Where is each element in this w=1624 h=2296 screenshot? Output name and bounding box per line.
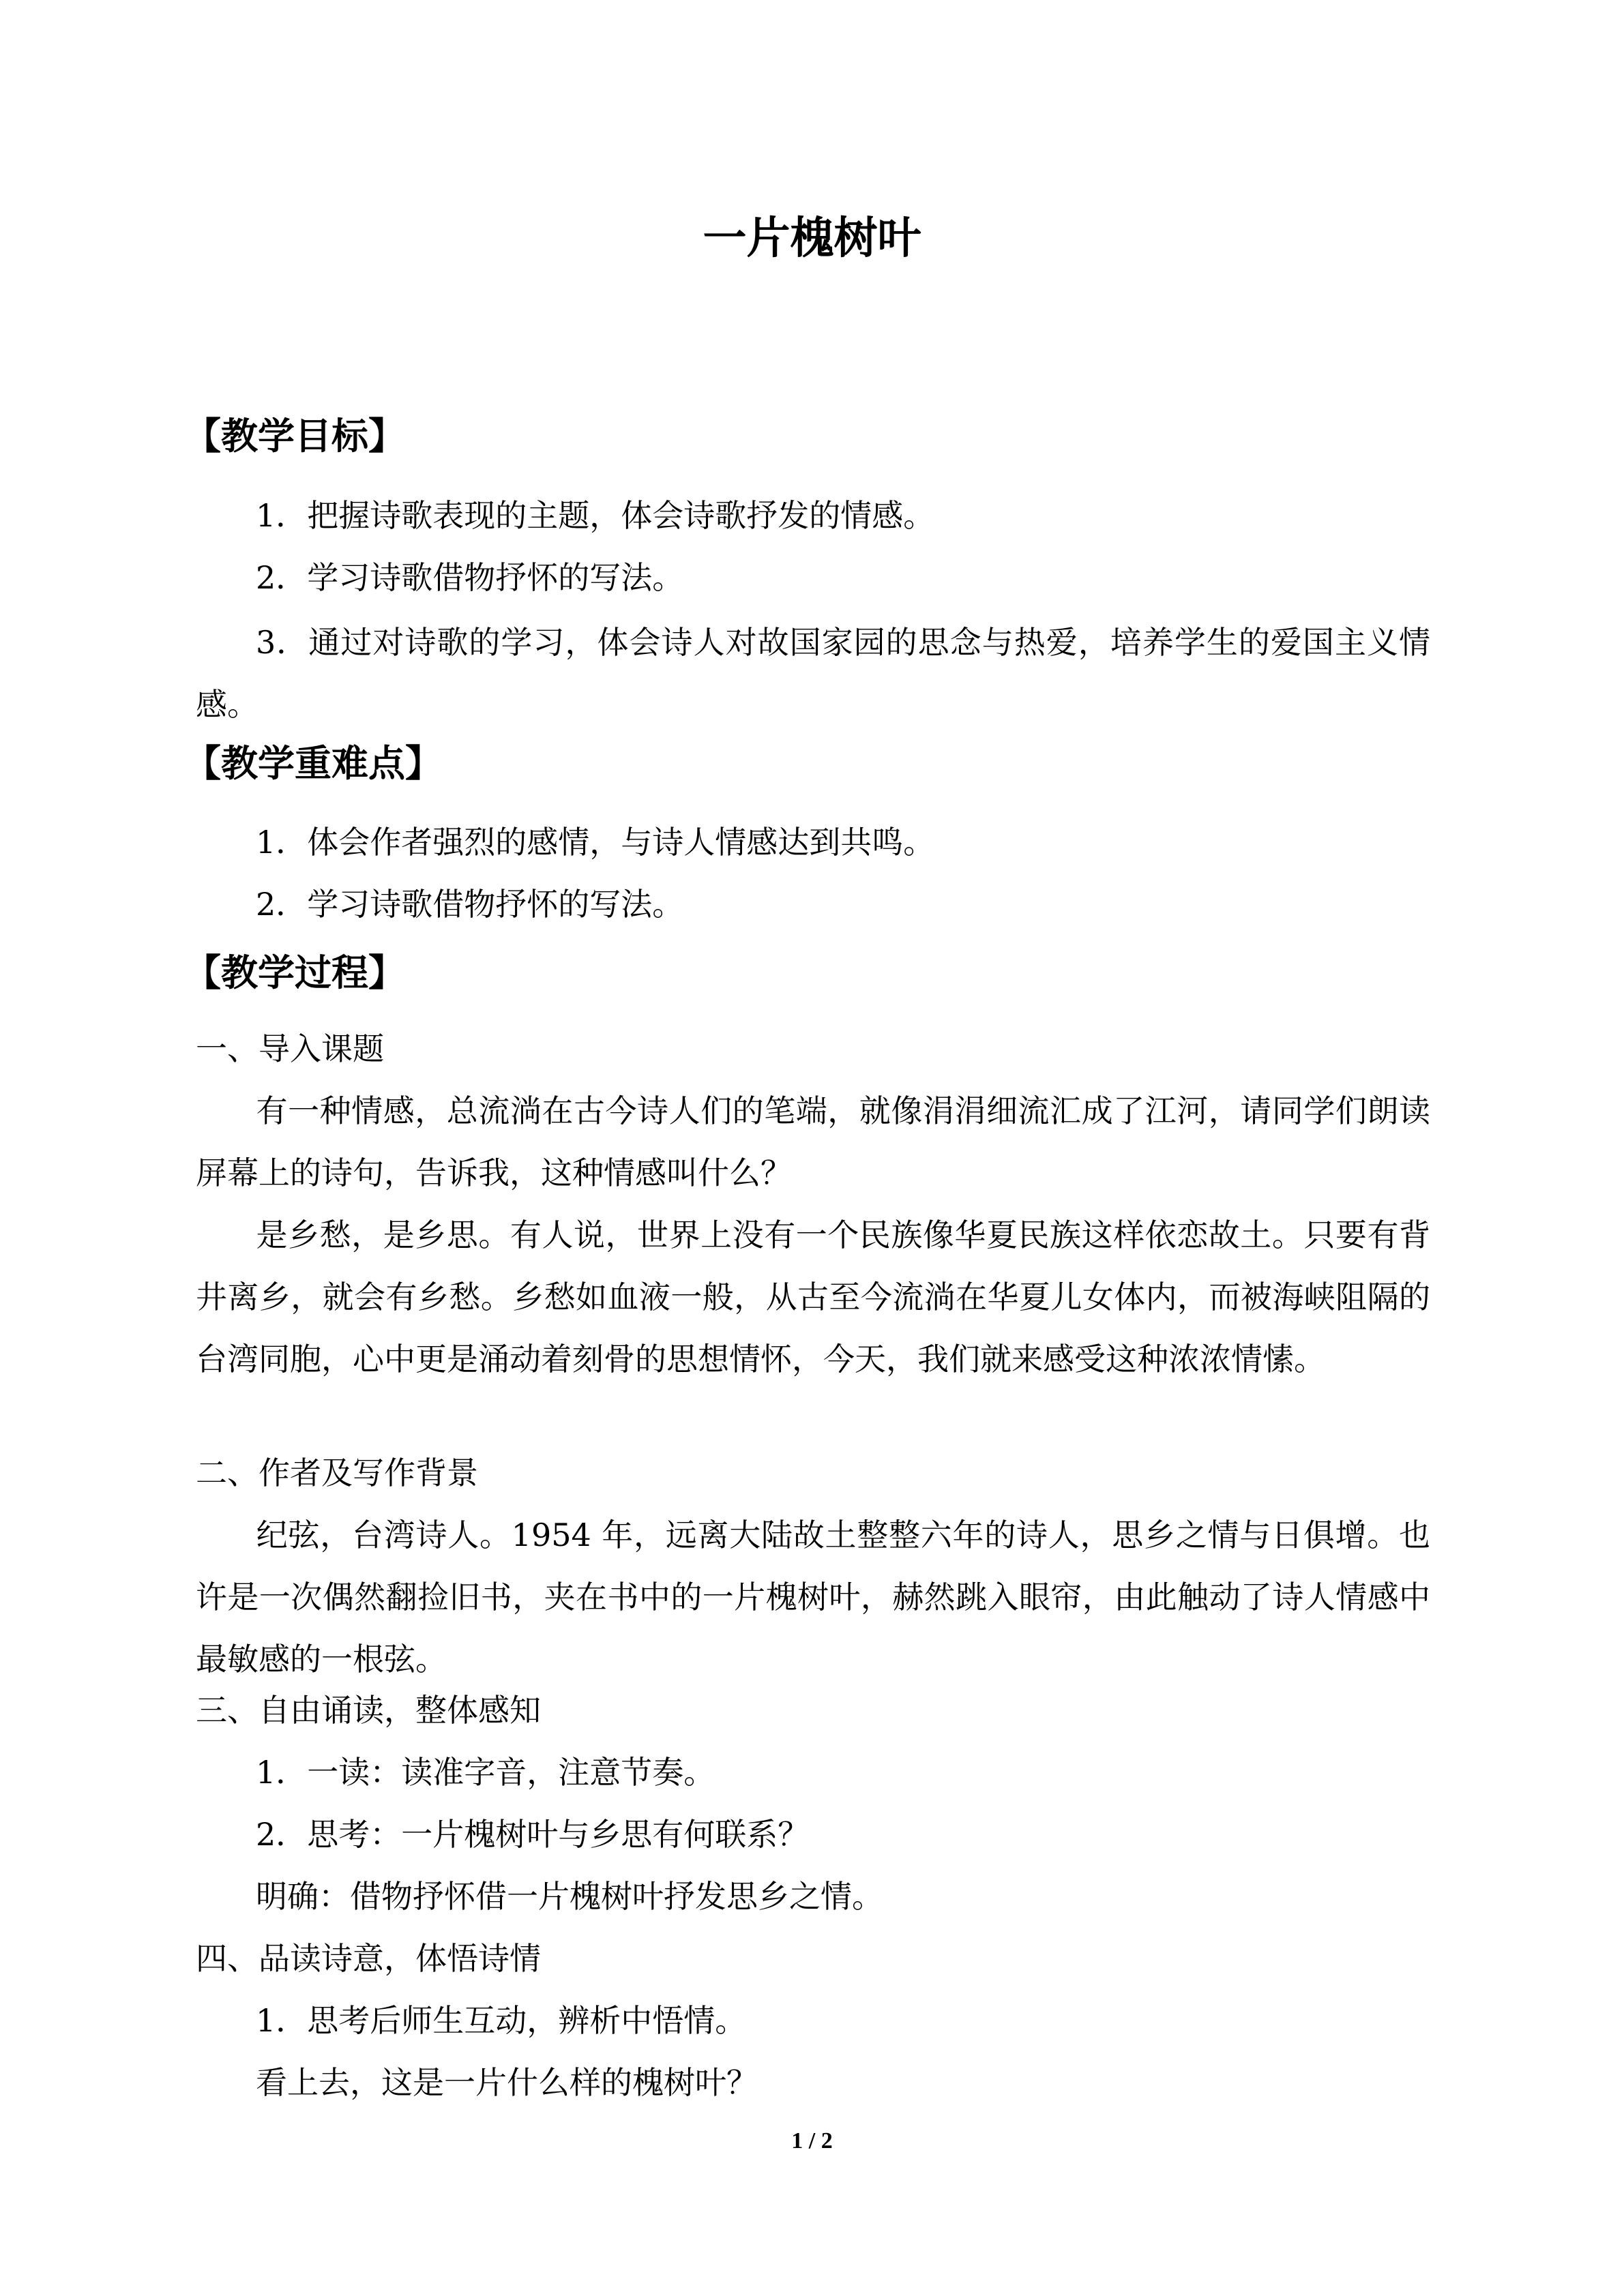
document-title: 一片槐树叶 <box>703 213 921 264</box>
page-number: 1 / 2 <box>791 2128 833 2153</box>
process-part3-item-1: 1．一读：读准字音，注意节奏。 <box>256 1754 715 1791</box>
section-heading-key-points: 【教学重难点】 <box>184 742 442 785</box>
key-point-item-1: 1．体会作者强烈的感情，与诗人情感达到共鸣。 <box>256 824 935 861</box>
key-point-item-2: 2．学习诗歌借物抒怀的写法。 <box>256 886 684 923</box>
process-part3-item-2: 2．思考：一片槐树叶与乡思有何联系？ <box>256 1816 810 1853</box>
objective-item-1: 1．把握诗歌表现的主题，体会诗歌抒发的情感。 <box>256 497 935 534</box>
process-part2-title: 二、作者及写作背景 <box>196 1455 478 1491</box>
process-part4-item-1: 1．思考后师生互动，辨析中悟情。 <box>256 2002 747 2039</box>
objective-item-3: 3．通过对诗歌的学习，体会诗人对故国家园的思念与热爱，培养学生的爱国主义情感。 <box>196 624 1430 723</box>
process-part1-title: 一、导入课题 <box>196 1030 384 1067</box>
process-part3-title: 三、自由诵读，整体感知 <box>196 1692 541 1729</box>
section-heading-objectives: 【教学目标】 <box>184 415 405 458</box>
process-part3-item-3: 明确：借物抒怀借一片槐树叶抒发思乡之情。 <box>256 1878 883 1915</box>
process-part1-paragraph-2: 是乡愁，是乡思。有人说，世界上没有一个民族像华夏民族这样依恋故土。只要有背井离乡，就会有乡愁。乡愁如血液一般，从古至今流淌在华夏儿女体内，而被海峡阻隔的台湾同胞，心中更是涌动着刻骨的思想情怀，今天，我们就来感受这种浓浓情愫。 <box>196 1217 1430 1377</box>
process-part1-paragraph-1: 有一种情感，总流淌在古今诗人们的笔端，就像涓涓细流汇成了江河，请同学们朗读屏幕上的诗句，告诉我，这种情感叫什么？ <box>196 1092 1430 1191</box>
section-heading-process: 【教学过程】 <box>184 951 405 994</box>
process-part4-title: 四、品读诗意，体悟诗情 <box>196 1940 541 1977</box>
process-part4-item-2: 看上去，这是一片什么样的槐树叶？ <box>256 2064 758 2101</box>
objective-item-2: 2．学习诗歌借物抒怀的写法。 <box>256 559 684 596</box>
process-part2-paragraph-1: 纪弦，台湾诗人。1954 年，远离大陆故土整整六年的诗人，思乡之情与日俱增。也许是一次偶然翻捡旧书，夹在书中的一片槐树叶，赫然跳入眼帘，由此触动了诗人情感中最敏感的一根弦。 <box>196 1517 1430 1678</box>
